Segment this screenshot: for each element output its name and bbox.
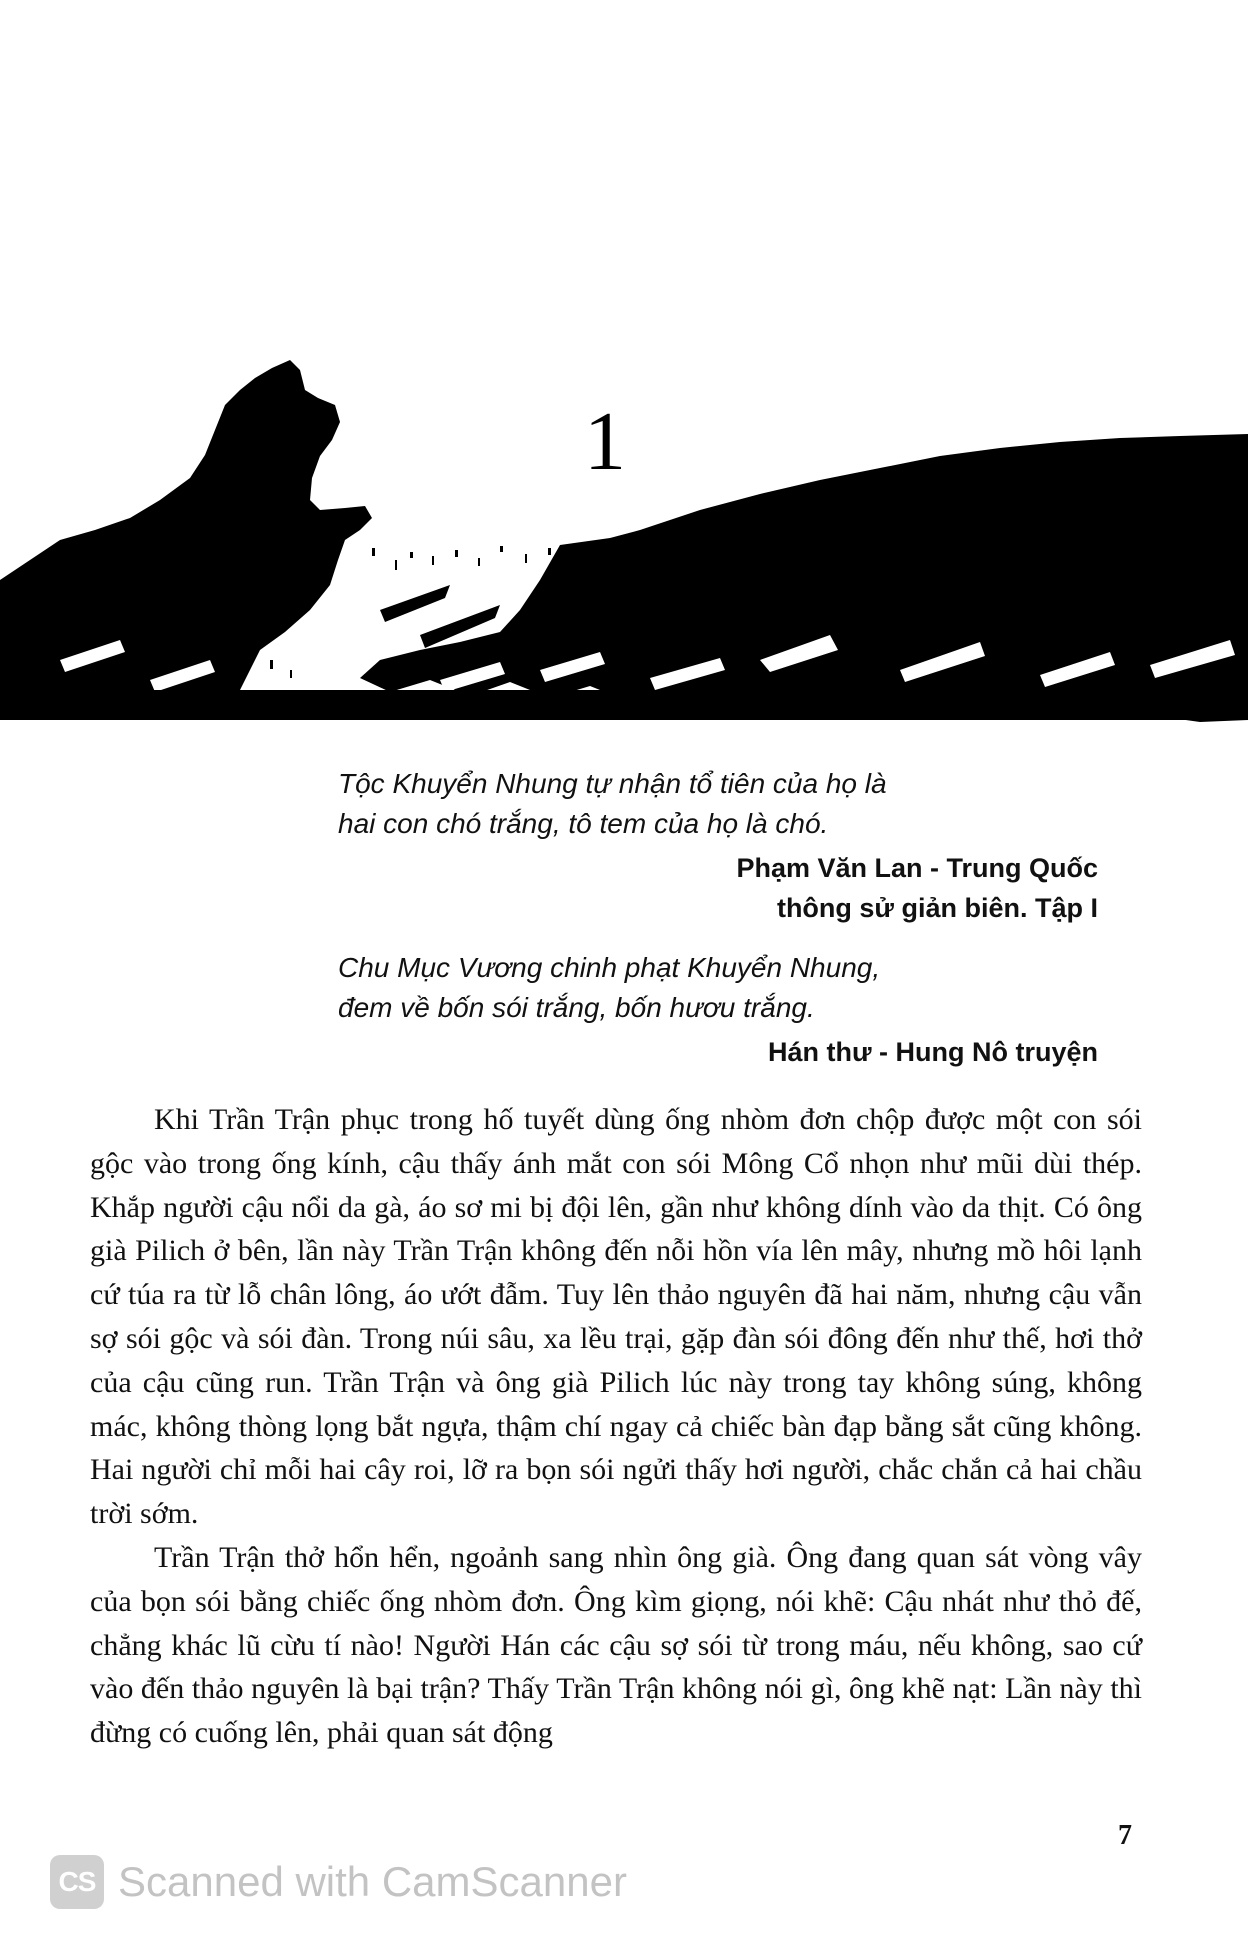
epigraph-source: Hán thư - Hung Nô truyện — [767, 1037, 1098, 1067]
epigraph-quote: Chu Mục Vương chinh phạt Khuyển Nhung, đem về bốn sói trắng, bốn hươu trắng. — [338, 952, 881, 1023]
watermark-text: Scanned with CamScanner — [118, 1858, 627, 1905]
camscanner-watermark — [50, 1852, 627, 1912]
body-paragraph: Khi Trần Trận phục trong hố tuyết dùng ống nhòm đơn chộp được một con sói gộc vào trong ống kính, cậu thấy ánh mắt con sói Mông Cổ nhọn như mũi dùi thép. Khắp người cậu nổi da gà, áo sơ mi bị đội lên, gần như không dính vào da thịt. Có ông già Pilich ở bên, lần này Trần Trận không đến nỗi hồn vía lên mây, nhưng mồ hôi lạnh cứ túa ra từ lỗ chân lông, áo ướt đẫm. Tuy lên thảo nguyên đã hai năm, nhưng cậu vẫn sợ sói gộc và sói đàn. Trong núi sâu, xa lều trại, gặp đàn sói đông đến như thế, hơi thở của cậu cũng run. Trần Trận và ông già Pilich lúc này trong tay không súng, không mác, không thòng lọng bắt ngựa, thậm chí ngay cả chiếc bàn đạp bằng sắt cũng không. Hai người chỉ mỗi hai cây roi, lỡ ra bọn sói ngửi thấy hơi người, chắc chắn cả hai chầu trời sớm. — [90, 1103, 1142, 1531]
epigraph-quote: Tộc Khuyển Nhung tự nhận tổ tiên của họ là hai con chó trắng, tô tem của họ là chó. — [338, 768, 887, 839]
epigraph-source: Phạm Văn Lan - Trung Quốc thông sử giản biên. Tập I — [736, 853, 1098, 923]
page-number: 7 — [1118, 1820, 1132, 1851]
wolf-silhouette-icon — [0, 360, 372, 720]
grassland-silhouette — [360, 434, 1248, 722]
camscanner-logo-icon: CS — [50, 1855, 104, 1909]
chapter-body — [90, 1098, 1142, 1755]
body-paragraph: Trần Trận thở hổn hển, ngoảnh sang nhìn ông già. Ông đang quan sát vòng vây của bọn sói bằng chiếc ống nhòm đơn. Ông kìm giọng, nói khẽ: Cậu nhát như thỏ đế, chẳng khác lũ cừu tí nào! Người Hán các cậu sợ sói từ trong máu, nếu không, sao cứ vào đến thảo nguyên là bại trận? Thấy Trần Trận không nói gì, ông khẽ nạt: Lần này thì đừng có cuống lên, phải quan sát động — [90, 1540, 1142, 1750]
chapter-number: 1 — [584, 395, 626, 488]
epigraph — [338, 948, 1098, 1072]
epigraph — [338, 764, 1098, 928]
